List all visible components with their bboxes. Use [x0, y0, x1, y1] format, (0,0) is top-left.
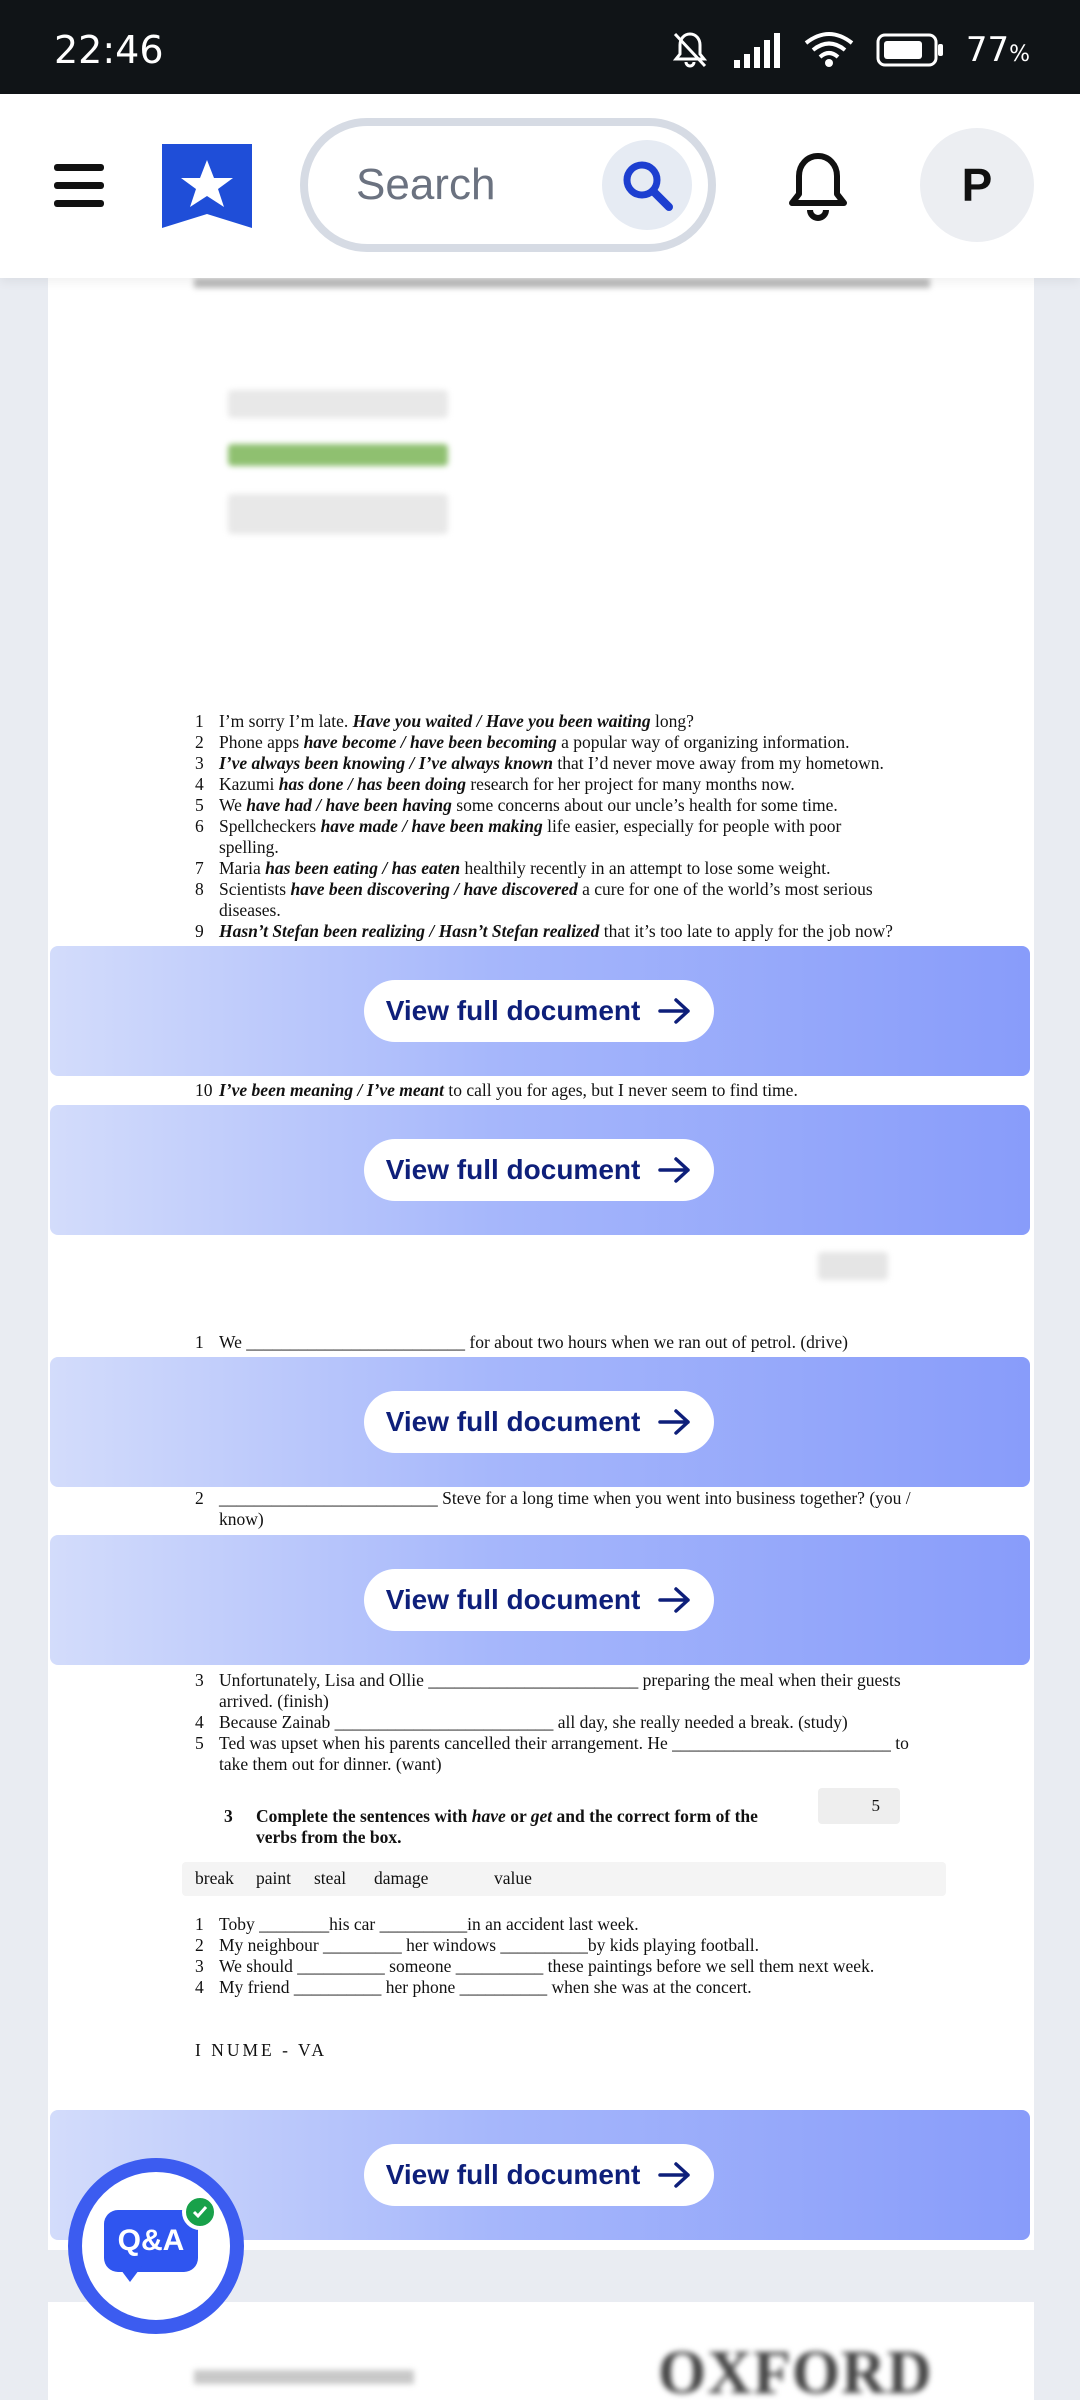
word-box-item: steal	[314, 1868, 347, 1888]
status-icons	[670, 30, 1030, 70]
exercise-1-item-10: 10 I’ve been meaning / I’ve meant to call you for ages, but I never seem to find time.	[195, 1080, 798, 1100]
arrow-right-icon	[658, 997, 692, 1025]
battery-percent: 77%	[965, 30, 1030, 70]
view-full-document-banner	[50, 1535, 1030, 1665]
exercise-2-item: 1 We _________________________ for about two hours when we ran out of petrol. (drive)	[195, 1332, 848, 1352]
arrow-right-icon	[658, 2161, 692, 2189]
app-header	[0, 94, 1080, 278]
qa-floating-button[interactable]	[68, 2158, 244, 2334]
arrow-right-icon	[658, 1586, 692, 1614]
signal-icon	[732, 32, 782, 68]
check-icon	[182, 2194, 218, 2230]
view-full-document-banner	[50, 1357, 1030, 1487]
word-box	[182, 1862, 946, 1896]
notification-bell-icon[interactable]	[784, 150, 852, 222]
word-box-item: value	[494, 1868, 532, 1888]
exercise-2-list: 3 Unfortunately, Lisa and Ollie ________________________ preparing the meal when their guests arrived. (finish) 4 Because Zainab _________________________ all day, she really needed a break. (study) 5 Ted was upset when his parents cancelled their arrangement. He _________________________ to take them out for dinner. (want)	[195, 1670, 909, 1774]
view-full-document-button[interactable]: View full document	[364, 1569, 714, 1631]
status-bar	[0, 0, 1080, 94]
search-button[interactable]	[602, 140, 692, 230]
brand-logo: OXFORD	[658, 2339, 933, 2400]
blurred-form-widget	[228, 390, 448, 560]
clock: 22:46	[54, 28, 164, 72]
blurred-header-strip	[194, 278, 930, 288]
exercise-1-list: 1 I’m sorry I’m late. Have you waited / Have you been waiting long? 2 Phone apps have become / have been becoming a popular way of organizing information. 3 I’ve always been knowing / I’ve always known that I’d never move away from my hometown. 4 Kazumi has done / has been doing research for her project for many months now. 5 We have had / have been having some concerns about our uncle’s health for some time. 6 Spellcheckers have made / have been making life easier, especially for people with poor spelling. 7 Maria has been eating / has eaten healthily recently in an attempt to lose some weight. 8 Scientists have been discovering / have discovered a cure for one of the world’s most serious diseases. 9 Hasn’t Stefan been realizing / Hasn’t Stefan realized that it’s too late to apply for the job now?	[195, 711, 893, 941]
view-full-document-banner	[50, 946, 1030, 1076]
score-box: 5	[818, 1788, 900, 1824]
battery-icon	[876, 33, 944, 67]
exercise-3-list: 1 Toby ________his car __________in an accident last week. 2 My neighbour _________ her windows __________by kids playing football. 3 We should __________ someone __________ these paintings before we sell them next week. 4 My friend __________ her phone __________ when she was at the concert.	[195, 1914, 875, 1997]
view-full-document-button[interactable]: View full document	[364, 1139, 714, 1201]
arrow-right-icon	[658, 1408, 692, 1436]
view-full-document-button[interactable]: View full document	[364, 980, 714, 1042]
search-bar[interactable]	[300, 118, 716, 252]
course-hero-logo-icon[interactable]	[162, 144, 252, 228]
mute-bell-icon	[670, 30, 710, 70]
view-full-document-banner	[50, 1105, 1030, 1235]
word-box-item: paint	[256, 1868, 291, 1888]
menu-button[interactable]	[54, 164, 104, 208]
search-icon	[619, 157, 675, 213]
word-box-item: break	[195, 1868, 234, 1888]
blurred-page-title	[194, 2370, 414, 2384]
avatar[interactable]: P	[920, 128, 1034, 242]
view-full-document-button[interactable]: View full document	[364, 1391, 714, 1453]
view-full-document-button[interactable]: View full document	[364, 2144, 714, 2206]
wifi-icon	[804, 31, 854, 69]
word-box-item: damage	[374, 1868, 429, 1888]
arrow-right-icon	[658, 1156, 692, 1184]
qa-chat-icon: Q&A	[104, 2210, 198, 2272]
footer-text: I NUME - VA	[195, 2040, 328, 2060]
blurred-score-box	[818, 1252, 888, 1280]
search-input[interactable]: Search	[356, 160, 496, 209]
exercise-3-heading: 3 Complete the sentences with have or get and the correct form of the verbs from the box.	[224, 1806, 758, 1847]
exercise-2-item: 2 _________________________ Steve for a long time when you went into business together? (you / know)	[195, 1488, 911, 1529]
